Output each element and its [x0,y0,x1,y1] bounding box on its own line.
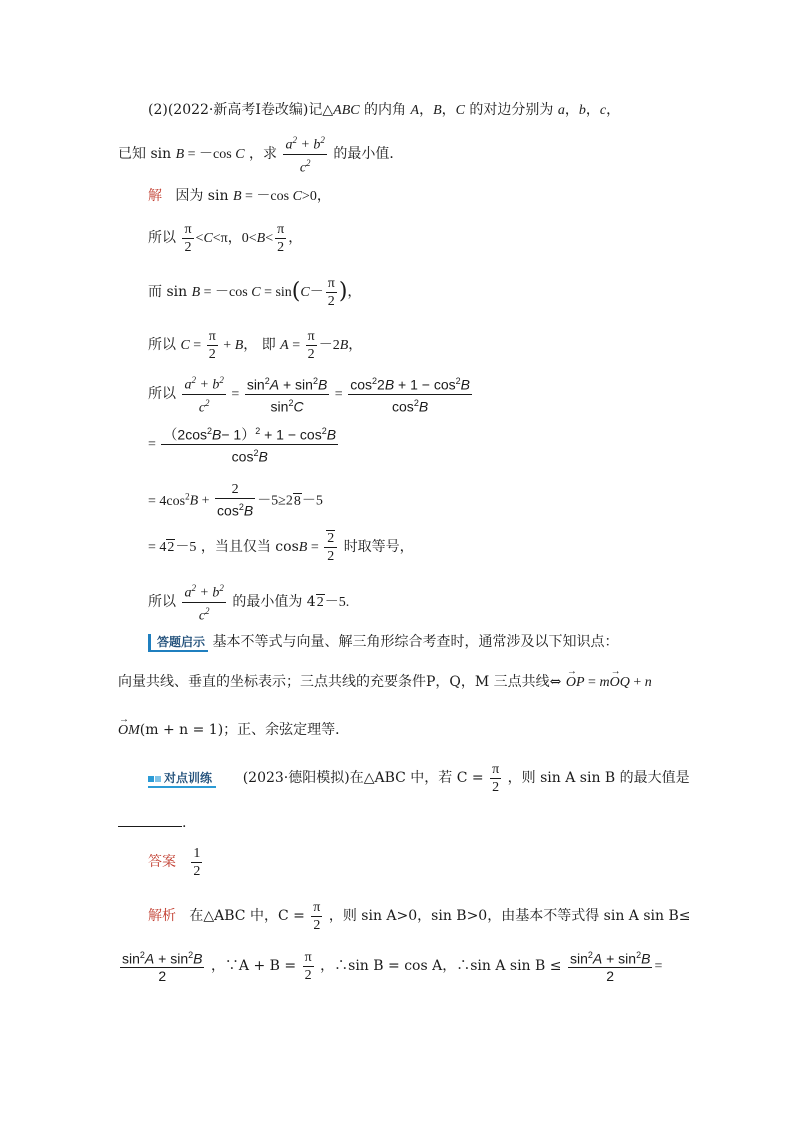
answer-label: 答案 [148,854,176,870]
practice-blank-line: . [118,812,186,833]
analysis-text-1: 在△ABC 中，C = [189,908,305,924]
problem-text-d: ，求 [249,146,278,163]
analysis-line-1: 解析 在△ABC 中，C = $\frac{\pi}{2}$ ，则 sin A>0，sin B>0，由基本不等式得 sin A sin B≤ [148,899,691,933]
hint-line-3: → OM(m + n = 1)；正、余弦定理等． [118,720,349,741]
answer-blank [118,812,182,827]
solution-step8-c: 时取等号， [343,539,414,555]
fraction-a2b2-c2: $\frac{a^2 + b^2}{c^2}$ [283,132,326,176]
analysis-line-2: $\frac{\sin^2A + \sin^2B}{2}$ ，∵A + B = $\frac{\pi}{2}$ ，∴sin B = cos A，∴sin A sin B ≤ $\frac{\sin^2A + \sin^2B}{2}$ = [118,946,662,987]
problem-prefix: (2)(2022·新高考Ⅰ卷改编)记△ [148,102,334,118]
hint-line-3-text: (m + n = 1)；正、余弦定理等． [139,722,350,738]
hint-line-1-text: 基本不等式与向量、解三角形综合考查时，通常涉及以下知识点： [212,634,619,650]
square-icon-light [155,776,161,782]
solution-step8-b: ，当且仅当 cos [200,539,299,555]
solution-line-3: 而 sin B = －cos C = sin(C－ $\frac{\pi}{2}$ )， [148,275,362,309]
problem-line-2: 已知 sin B = －cos C ，求 $\frac{a^2 + b^2}{c^2}$ 的最小值． [118,132,403,176]
hint-line-2: 向量共线、垂直的坐标表示；三点共线的充要条件P，Q，M 三点共线⇔ → OP = m→ OQ + n [118,672,652,693]
answer-line: 答案 $\frac{1}{2}$ [148,845,201,879]
practice-badge: 对点训练 [148,770,216,788]
solution-line-7: = $4\cos^2B$ + $\frac{2}{\cos^2B}$ －5≥28－5 [148,482,323,519]
analysis-label: 解析 [148,908,176,924]
hint-line-1 [148,632,618,652]
problem-text-b: 的对边分别为 [469,102,554,118]
solution-step2: 所以 [148,230,176,246]
problem-text-a: 的内角 [364,102,407,118]
solution-step5: 所以 [148,386,176,403]
solution-step4-b: 即 [261,337,276,353]
solution-step9: 所以 [148,594,176,611]
hint-badge: 答题启示 [148,634,208,652]
solution-line-1: 解 因为 sin B = －cos C>0， [148,188,331,204]
solution-step1: 因为 sin [175,188,229,204]
square-icon [148,776,154,782]
solution-line-6: = $\frac{(2\cos^2B- 1)^2 + 1 - \cos^2B}{\cos^2B}$ [148,423,340,465]
analysis-text-4: ，∴sin B = cos A，∴sin A sin B ≤ [320,958,562,974]
solution-label: 解 [148,188,162,204]
hint-line-2-text: 向量共线、垂直的坐标表示；三点共线的充要条件P，Q，M 三点共线⇔ [118,674,562,690]
practice-text: (2023·德阳模拟)在△ABC 中，若 C = [242,770,484,786]
solution-line-9: 所以 $\frac{a^2 + b^2}{c^2}$ 的最小值为 42－5. [148,580,349,624]
problem-text-c: 已知 sin [118,146,172,163]
solution-line-2: 所以 $\frac{\pi}{2}$ <C<π，0<B< $\frac{\pi}{2}$ ， [148,221,303,255]
problem-line-1: (2)(2022·新高考Ⅰ卷改编)记△ABC 的内角 A，B，C 的对边分别为 a，b，c， [148,102,621,118]
solution-step9-b: 的最小值为 4 [232,594,316,611]
solution-step3: 而 sin [148,284,188,300]
solution-line-8: = 42－5 ，当且仅当 cosB = $\frac{2}{2}$ 时取等号， [148,530,414,564]
solution-step4: 所以 [148,337,176,353]
analysis-text-3: ，∵A + B = [210,958,297,974]
solution-line-5: 所以 $\frac{a^2 + b^2}{c^2}$ = $\frac{\sin^2A + \sin^2B}{\sin^2C}$ = $\frac{\cos^22B + 1 - \cos^2B}{\cos^2B}$ [148,372,474,416]
practice-line: 对点训练 (2023·德阳模拟)在△ABC 中，若 C = $\frac{\pi}{2}$ ，则 sin A sin B 的最大值是 [148,758,690,798]
solution-line-4: 所以 C = $\frac{\pi}{2}$ + B， 即 A = $\frac{\pi}{2}$ －2B， [148,328,363,362]
practice-text-2: ，则 sin A sin B 的最大值是 [507,770,690,786]
analysis-text-2: ，则 sin A>0，sin B>0，由基本不等式得 sin A sin B≤ [328,908,691,924]
problem-text-e: 的最小值． [333,146,404,163]
